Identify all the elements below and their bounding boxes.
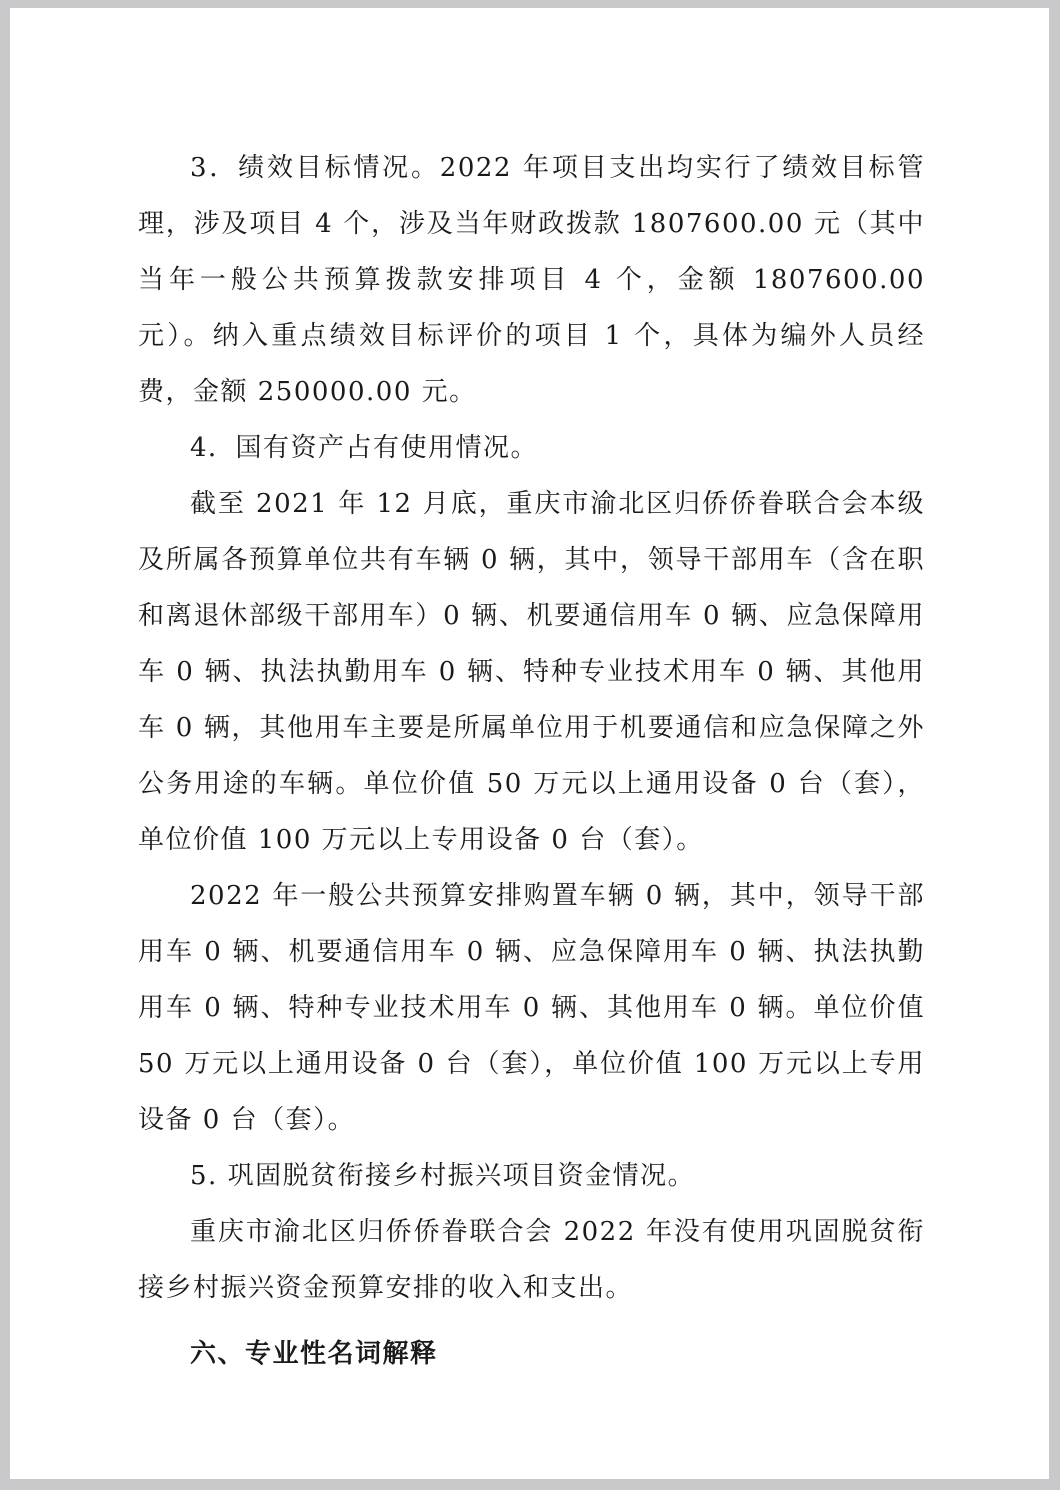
paragraph-state-assets-title: 4．国有资产占有使用情况。 bbox=[190, 433, 539, 463]
section-heading: 六、专业性名词解释 bbox=[190, 1339, 438, 1369]
paragraph-vehicles-2022: 2022 年一般公共预算安排购置车辆 0 辆，其中，领导干部用车 0 辆、机要通信用车 0 辆、应急保障用车 0 辆、执法执勤用车 0 辆、特种专业技术用车 0 辆、其他用车 0 辆。单位价值 50 万元以上通用设备 0 台（套），单位价值 100 万元以上专用设备 0 台（套）。 bbox=[138, 881, 925, 1135]
paragraph-rural-revitalization-body: 重庆市渝北区归侨侨眷联合会 2022 年没有使用巩固脱贫衔接乡村振兴资金预算安排的收入和支出。 bbox=[138, 1217, 925, 1303]
paragraph-vehicles-2021: 截至 2021 年 12 月底，重庆市渝北区归侨侨眷联合会本级及所属各预算单位共有车辆 0 辆，其中，领导干部用车（含在职和离退休部级干部用车）0 辆、机要通信用车 0 辆、应急保障用车 0 辆、执法执勤用车 0 辆、特种专业技术用车 0 辆、其他用车 0 辆，其他用车主要是所属单位用于机要通信和应急保障之外公务用途的车辆。单位价值 50 万元以上通用设备 0 台（套），单位价值 100 万元以上专用设备 0 台（套）。 bbox=[138, 489, 925, 855]
page-content bbox=[138, 140, 925, 1382]
paragraph-rural-revitalization-title: 5. 巩固脱贫衔接乡村振兴项目资金情况。 bbox=[190, 1161, 696, 1191]
document-page bbox=[10, 8, 1049, 1479]
paragraph-performance-targets: 3．绩效目标情况。2022 年项目支出均实行了绩效目标管理，涉及项目 4 个，涉及当年财政拨款 1807600.00 元（其中当年一般公共预算拨款安排项目 4 个，金额 1807600.00 元）。纳入重点绩效目标评价的项目 1 个，具体为编外人员经费，金额 250000.00 元。 bbox=[138, 153, 925, 407]
